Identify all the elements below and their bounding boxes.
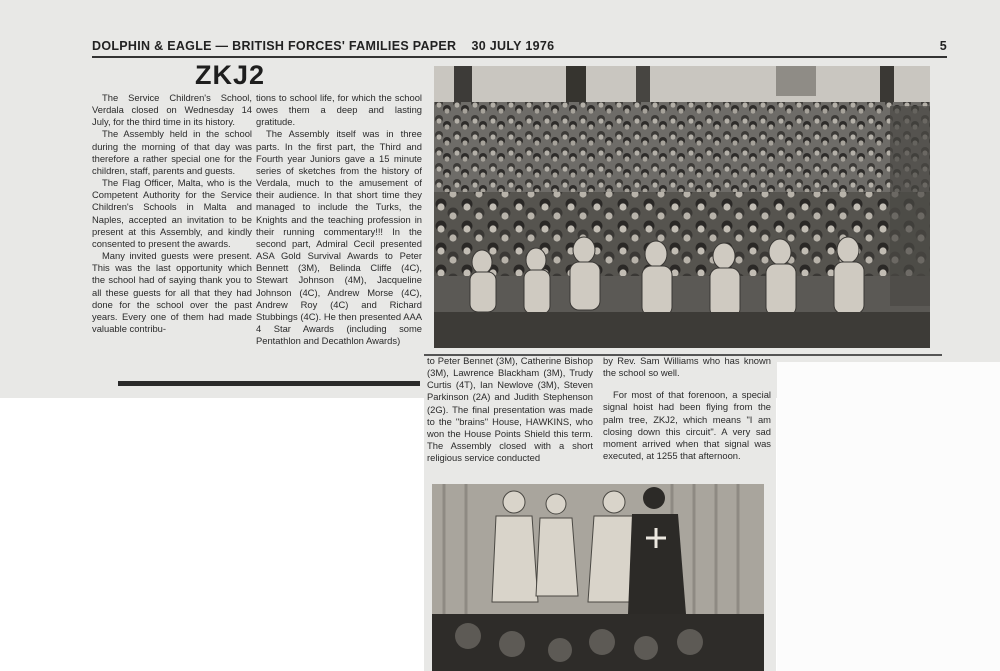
article-column-1 <box>92 92 252 335</box>
paragraph: by Rev. Sam Williams who has known the school so well. <box>603 355 771 379</box>
masthead-publication: DOLPHIN & EAGLE — BRITISH FORCES' FAMILIES PAPER <box>92 39 457 53</box>
paragraph: The Assembly held in the school during the morning of that day was therefore a rather special one for the children, staff, parents and guests. <box>92 128 252 176</box>
paragraph: For most of that forenoon, a special signal hoist had been flying from the palm tree, ZKJ2, which means "I am closing down this circuit". A very sad moment arrived when that signal was executed, at 1255 that afternoon. <box>603 389 771 462</box>
masthead-date: 30 JULY 1976 <box>471 39 555 53</box>
paragraph: The Assembly itself was in three parts. In the first part, the Third and Fourth year Juniors gave a 15 minute series of sketches from the history of Verdala, much to the amusement of their audience. In that short time they managed to include the Turks, the Knights and the teaching profession in their running commentary!!! In the second part, Admiral Cecil presented ASA Gold Survival Awards to Peter Bennett (3M), Belinda Cliffe (4C), Stewart Johnson (4M), Jacqueline Johnson (4C), Andrew Morse (4C), Andrew Roy (4C) and Richard Stubbings (4C). He then presented AAA 4 Star Awards (including some Pentathlon and Decathlon Awards) <box>256 128 422 347</box>
stage-sketch-image <box>432 484 764 671</box>
article-column-3 <box>427 355 593 464</box>
article-column-2 <box>256 92 422 347</box>
assembly-audience-photo <box>434 66 930 348</box>
paragraph: tions to school life, for which the school owes them a deep and lasting gratitude. <box>256 92 422 128</box>
masthead-rule <box>92 56 947 58</box>
article-column-4 <box>603 355 771 462</box>
blank-area <box>777 362 1000 671</box>
stage-sketch-photo <box>432 484 764 671</box>
paragraph: to Peter Bennet (3M), Catherine Bishop (3M), Lawrence Blackham (3M), Trudy Curtis (4T), Ian Newlove (3M), Steven Parkinson (2A) and Judith Stephenson (2G). The final presentation was made to the "brains" House, HAWKINS, who won the House Points Shield this term. The Assembly closed with a short religious service conducted <box>427 355 593 464</box>
paragraph: The Flag Officer, Malta, who is the Competent Authority for the Service Children's Schools in Malta and Naples, accepted an invitation to be present at this Assembly, and kindly consented to present the awards. <box>92 177 252 249</box>
page-number: 5 <box>939 39 947 53</box>
paragraph: Many invited guests were present. This was the last opportunity which the school had of saying thank you to all these guests for all that they had done for the school over the past years. Every one of them had made valuable contribu- <box>92 250 252 334</box>
column-end-rule <box>118 381 420 386</box>
assembly-audience-image <box>434 66 930 348</box>
article-headline: ZKJ2 <box>195 60 266 90</box>
masthead <box>92 39 947 57</box>
paragraph: The Service Children's School, Verdala closed on Wednesday 14 July, for the third time in its history. <box>92 92 252 128</box>
